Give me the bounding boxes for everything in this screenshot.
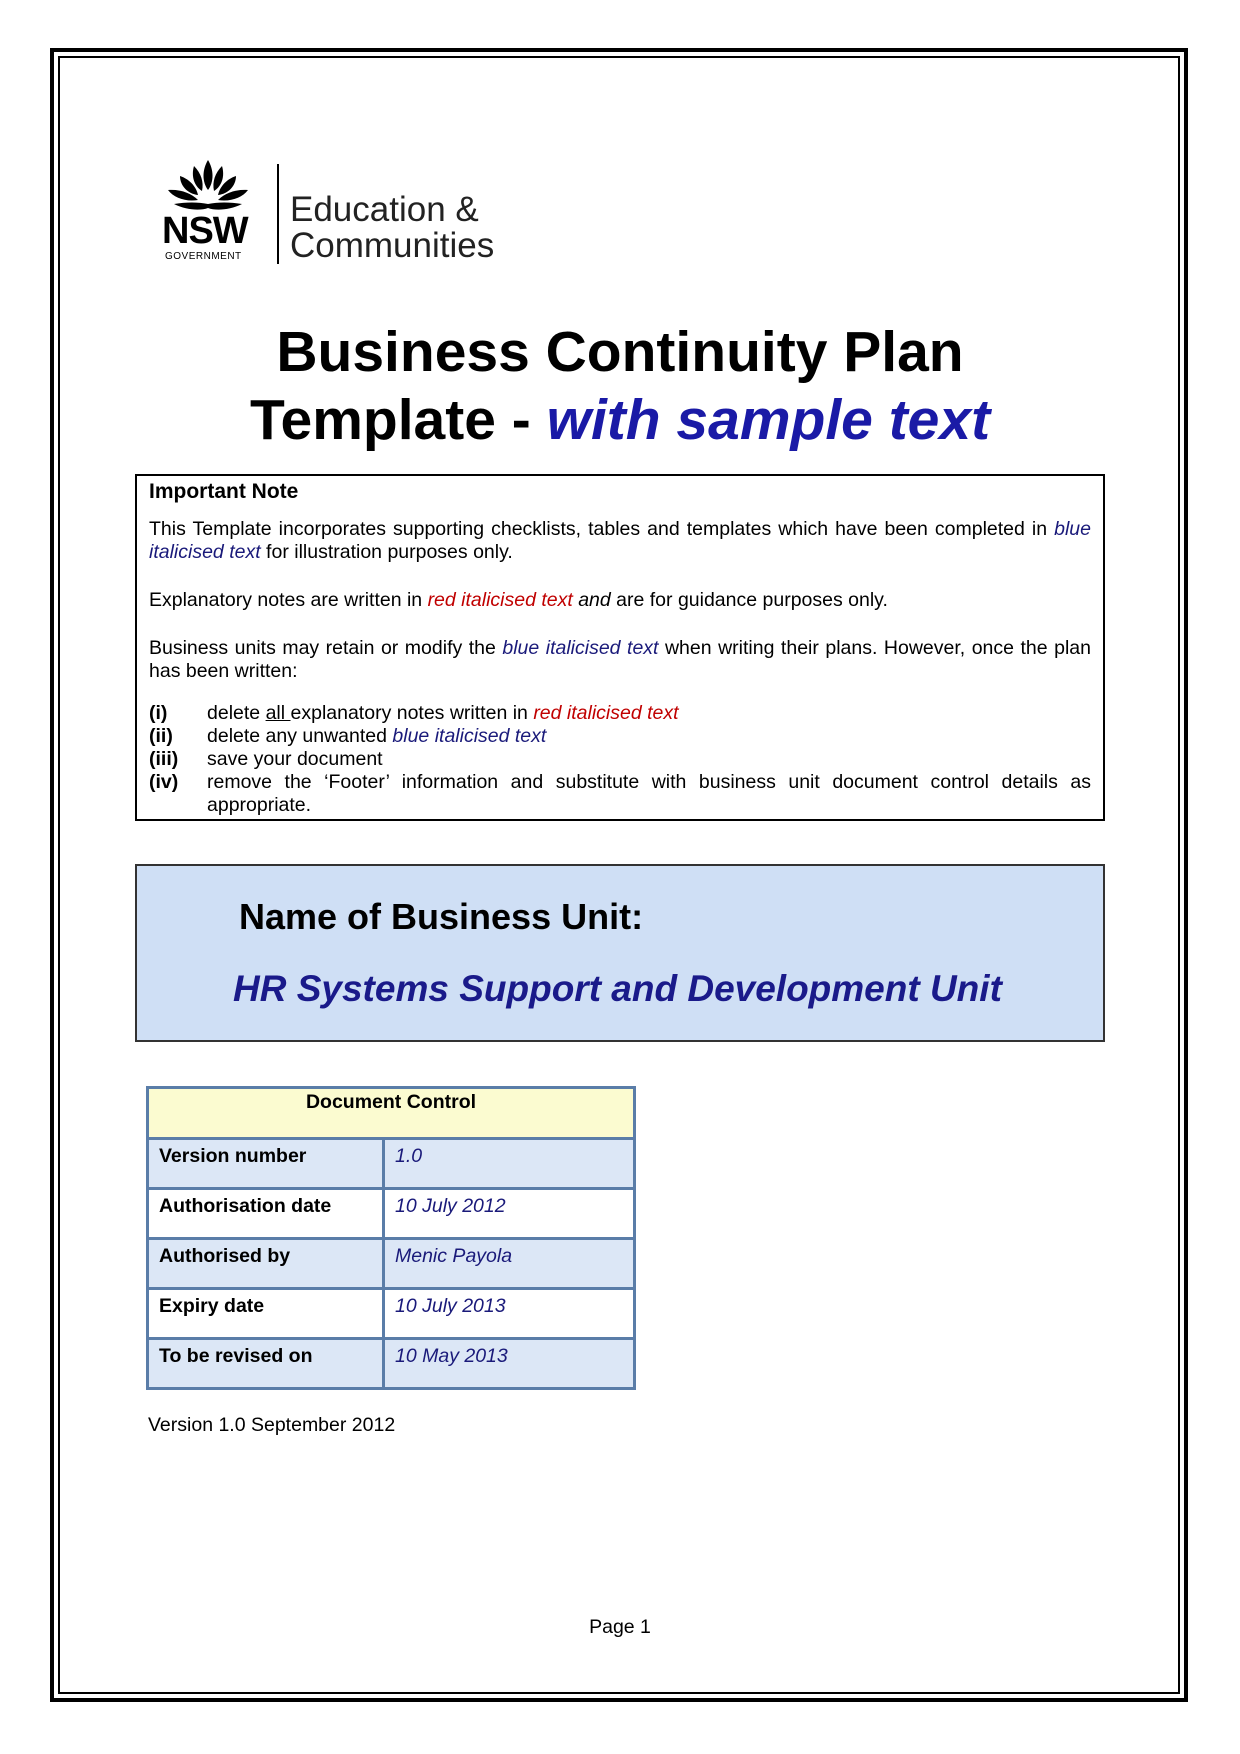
note-paragraph-3 [149,637,1091,683]
business-unit-box [135,864,1105,1042]
row-label: Authorisation date [148,1189,384,1239]
note-step [149,725,1091,748]
title-line1: Business Continuity Plan [276,320,964,384]
note-p1-text-end: for illustration purposes only. [260,541,513,563]
title-prefix: Template - [249,388,547,452]
note-step [149,771,1091,817]
step-text-red: red italicised text [533,702,679,724]
department-line1: Education & [290,190,479,229]
note-p3-text-end: when writing their plans. However, once the plan has been written: [149,637,1091,682]
government-wordmark: GOVERNMENT [165,251,242,262]
version-footer: Version 1.0 September 2012 [148,1414,396,1436]
table-row [148,1189,635,1239]
note-p2-text: Explanatory notes are written in [149,589,428,611]
note-step [149,748,1091,771]
note-p2-red: red italicised text [427,589,573,611]
important-note-heading: Important Note [149,480,299,503]
step-text-underlined: all [265,702,291,724]
business-unit-name: HR Systems Support and Development Unit [233,968,1002,1009]
table-row [148,1339,635,1389]
table-header-row [148,1088,635,1139]
row-value: 10 May 2013 [384,1339,635,1389]
waratah-flower-icon [164,156,252,216]
step-text-part: explanatory notes written in [290,702,534,724]
note-p1-blue: blue italicised text [149,518,1091,563]
step-text-part: delete [207,702,266,724]
step-text: save your document [207,748,383,770]
row-label: Version number [148,1139,384,1189]
note-paragraph-1 [149,518,1091,564]
logo-divider [277,164,279,264]
step-number: (iv) [149,771,179,793]
note-p2-text-end: are for guidance purposes only. [610,589,888,611]
step-number: (iii) [149,748,179,770]
document-control-heading: Document Control [148,1088,635,1139]
row-value: 1.0 [384,1139,635,1189]
note-steps-list [149,702,1091,817]
table-row [148,1239,635,1289]
nsw-education-logo [160,156,540,271]
step-number: (i) [149,702,168,724]
step-number: (ii) [149,725,173,747]
title-line2 [70,386,1170,454]
row-label: Expiry date [148,1289,384,1339]
step-text-blue: blue italicised text [392,725,547,747]
note-p2-and: and [572,589,611,611]
step-text-part: delete any unwanted [207,725,393,747]
department-name [290,192,494,264]
document-control-table [146,1086,636,1390]
title-accent: with sample text [546,388,991,452]
department-line2: Communities [290,226,495,265]
row-value: 10 July 2012 [384,1189,635,1239]
page-title [70,318,1170,454]
step-text: remove the ‘Footer’ information and substitute with business unit document control details as appropriate. [207,771,1091,816]
important-note-box [135,474,1105,821]
table-row [148,1139,635,1189]
business-unit-label: Name of Business Unit: [239,896,644,937]
row-value: Menic Payola [384,1239,635,1289]
step-text [207,702,1091,725]
row-label: To be revised on [148,1339,384,1389]
table-row [148,1289,635,1339]
note-p3-text: Business units may retain or modify the [149,637,503,659]
note-step [149,702,1091,725]
page-number: Page 1 [589,1616,651,1638]
step-text [207,725,1091,748]
nsw-wordmark: NSW [162,210,248,252]
row-value: 10 July 2013 [384,1289,635,1339]
note-p3-blue: blue italicised text [502,637,659,659]
note-paragraph-2 [149,589,1091,612]
note-p1-text: This Template incorporates supporting checklists, tables and templates which have been completed in [149,518,1055,540]
row-label: Authorised by [148,1239,384,1289]
